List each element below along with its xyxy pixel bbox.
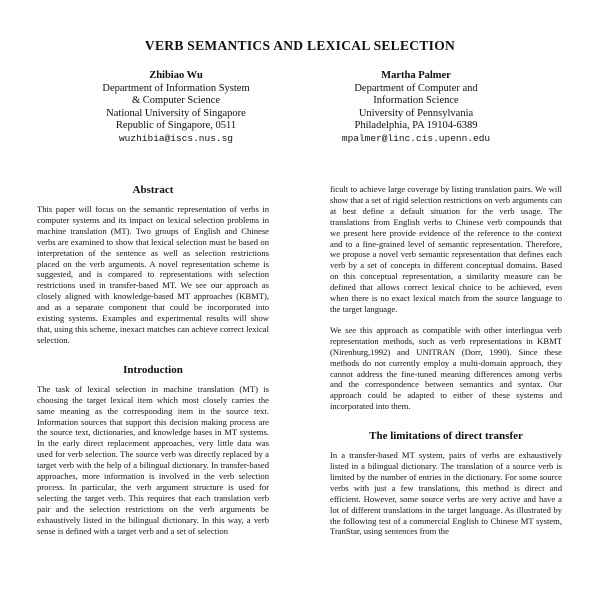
left-column [37,184,269,536]
author-affiliation-line: & Computer Science [131,95,221,107]
body-paragraph: We see this approach as compatible with other interlingua verb representation methods, such as verb representations in KBMT (Nirenburg,1992) and UNITRAN (Dorr, 1990). Since these methods do not currently employ a multi-domain approach, they cannot address the fine-tuned meaning differences among verbs and the correspondence between semantics and syntax. Our approach could be adapted to either of these systems and incorporated into them. [330,324,562,412]
author-block-2 [296,70,536,146]
author-email: mpalmer@linc.cis.upenn.edu [341,132,491,144]
body-paragraph: ficult to achieve large coverage by listing translation pairs. We will show that a set of rigid selection restrictions on verb arguments can at best define a default situation for the verb usage. The translations from English verbs to Chinese verb compounds that we present here provide evidence of the reference to the context and to a fine-grained level of semantic representation. Therefore, we propose a novel verb semantic representation that defines each verb by a set of concepts in different conceptual domains. Based on this conceptual representation, a similarity measure can be defined that allows correct lexical choice to be achieved, even when there is no exact lexical match from the source language to the target language. [330,184,562,314]
paper-title: VERB SEMANTICS AND LEXICAL SELECTION [144,38,456,53]
author-affiliation-line: Department of Information System [102,82,250,94]
author-affiliation-line: Information Science [373,95,459,107]
author-affiliation-line: University of Pennsylvania [358,107,474,119]
author-affiliation-line: National University of Singapore [106,107,246,119]
introduction-heading: Introduction [123,363,183,376]
abstract-heading: Abstract [132,184,174,196]
section-heading: The limitations of direct transfer [369,430,523,443]
author-affiliation-line: Department of Computer and [354,82,478,94]
author-email: wuzhibia@iscs.nus.sg [118,132,234,144]
author-affiliation-line: Republic of Singapore, 0511 [115,120,237,132]
body-paragraph: In a transfer-based MT system, pairs of verbs are exhaustively listed in a bilingual dictionary. The translation of a source verb is limited by the number of entries in the dictionary. For some source verbs with just a few translations, this method is direct and efficient. However, some source verbs are very active and have a lot of different translations in the target language. As illustrated by the following test of a commercial English to Chinese MT system, TranStar, using sentences from the [330,450,562,537]
abstract-text: This paper will focus on the semantic representation of verbs in computer systems and its impact on lexical selection problems in machine translation (MT). Two groups of English and Chinese verbs are examined to show that lexical selection must be based on interpretation of the sentence as well as selection restrictions placed on the verb arguments. A novel representation scheme is suggested, and is compared to representations with selection restrictions used in transfer-based MT. We see our approach as closely aligned with knowledge-based MT approaches (KBMT), and as a separate component that could be incorporated into existing systems. Examples and experimental results will show that, using this scheme, inexact matches can achieve correct lexical selection. [37,204,269,345]
author-affiliation-line: Philadelphia, PA 19104-6389 [354,120,478,132]
author-name: Zhibiao Wu [149,70,203,81]
author-name: Martha Palmer [381,70,451,81]
author-block-1 [56,70,296,146]
introduction-text: The task of lexical selection in machine translation (MT) is choosing the target lexical item which most closely carries the same meaning as the corresponding item in the source text. Information sources that support this decision making process are the source text, dictionaries, and knowledge bases in MT systems. In the early direct replacement approaches, very little data was used for verb selection. The source verb was directly replaced by a target verb with the help of a bilingual dictionary. In transfer-based approaches, more information is involved in the verb selection process. In particular, the verb argument structure is used for selecting the target verb. This requires that each translation verb pair and the selection restrictions on the verb arguments be exhaustively listed in the bilingual dictionary. In this way, a verb sense is defined with a target verb and a set of selection [37,383,269,536]
right-column [330,184,562,537]
